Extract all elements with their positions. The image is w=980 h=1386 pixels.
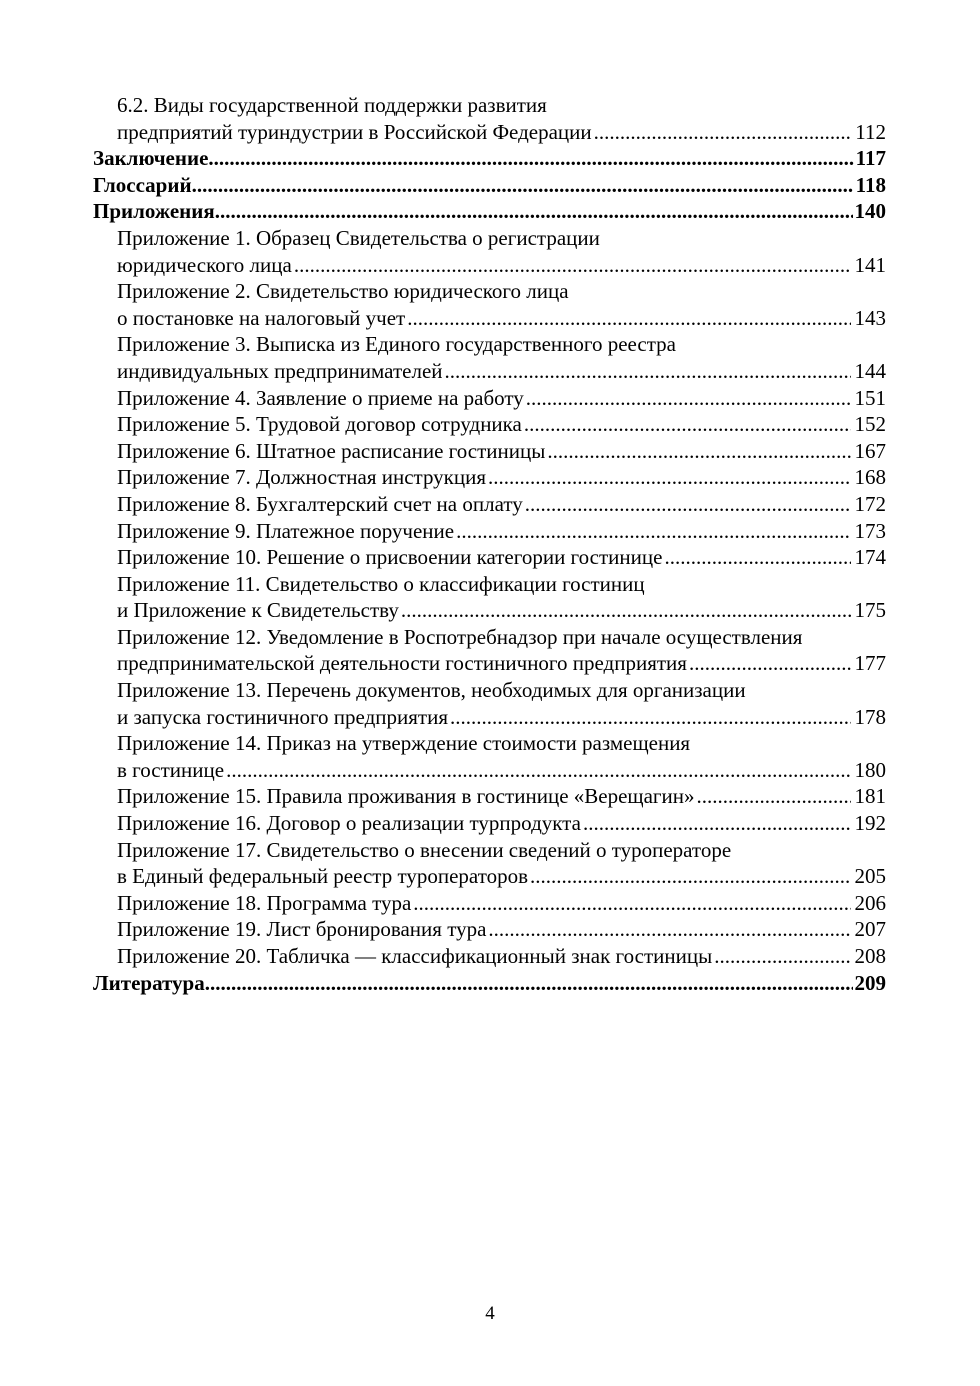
dot-leader <box>714 943 850 970</box>
toc-appendix-entry[interactable] <box>93 677 886 730</box>
toc-entry-title-line: в гостинице <box>117 757 225 782</box>
toc-entry-title-line: Приложение 8. Бухгалтерский счет на оплату <box>117 491 523 516</box>
toc-entry-leader-row <box>117 438 886 465</box>
toc-page-number: 205 <box>854 864 886 889</box>
toc-entry-title-line: в Единый федеральный реестр туроператоров <box>117 864 529 889</box>
dot-leader <box>525 491 851 518</box>
toc-entry-leader-row <box>117 518 886 545</box>
toc-entry-leader-row <box>117 544 886 571</box>
toc-page-number: 152 <box>854 412 886 437</box>
toc-page-number: 209 <box>854 970 886 995</box>
toc-entry-title-line: предпринимательской деятельности гостиничного предприятия <box>117 651 687 676</box>
dot-leader <box>407 305 850 332</box>
toc-entry-title-line: Приложение 2. Свидетельство юридического лица <box>117 279 569 304</box>
toc-entry-leader-row <box>117 411 886 438</box>
page-number: 4 <box>485 1303 495 1324</box>
toc-page-number: 206 <box>854 890 886 915</box>
toc-entry-title-line: о постановке на налоговый учет <box>117 305 406 330</box>
toc-entry-title-line: Приложение 1. Образец Свидетельства о регистрации <box>117 225 600 250</box>
dot-leader <box>445 358 851 385</box>
toc-page-number: 141 <box>854 252 886 277</box>
toc-appendix-entry[interactable] <box>93 810 886 837</box>
toc-entry-leader-row <box>93 145 886 172</box>
toc-section-entry[interactable] <box>93 172 886 199</box>
toc-appendix-entry[interactable] <box>93 278 886 331</box>
dot-leader <box>664 544 850 571</box>
dot-leader <box>488 916 850 943</box>
toc-appendix-entry[interactable] <box>93 916 886 943</box>
toc-page-number: 192 <box>854 811 886 836</box>
toc-appendix-entry[interactable] <box>93 411 886 438</box>
toc-entry-title-line: предприятий туриндустрии в Российской Федерации <box>117 119 592 144</box>
dot-leader <box>488 464 850 491</box>
toc-entry-leader-row <box>117 943 886 970</box>
toc-page-number: 207 <box>854 917 886 942</box>
toc-entry-leader-row <box>117 385 886 412</box>
toc-entry-title-line: и запуска гостиничного предприятия <box>117 704 448 729</box>
toc-appendix-entry[interactable] <box>93 518 886 545</box>
toc-appendix-entry[interactable] <box>93 464 886 491</box>
toc-entry-leader-row <box>117 305 886 332</box>
dot-leader <box>192 172 854 199</box>
toc-page-number: 181 <box>854 784 886 809</box>
toc-entry-leader-row <box>93 172 886 199</box>
toc-entry-title-line: и Приложение к Свидетельству <box>117 598 399 623</box>
toc-appendix-entry[interactable] <box>93 225 886 278</box>
table-of-contents <box>93 92 886 996</box>
toc-entry-leader-row <box>117 757 886 784</box>
toc-entry-leader-row <box>117 863 886 890</box>
toc-entry-title-line: Приложение 20. Табличка — классификационный знак гостиницы <box>117 944 713 968</box>
toc-page-number: 173 <box>854 518 886 543</box>
toc-entry-leader-row <box>117 464 886 491</box>
dot-leader <box>689 650 851 677</box>
toc-appendix-entry[interactable] <box>93 491 886 518</box>
toc-entry-title-line: Литература <box>93 970 205 995</box>
toc-entry-title-line: Приложение 18. Программа тура <box>117 890 412 915</box>
dot-leader <box>547 438 850 465</box>
toc-page-number: 140 <box>854 199 886 224</box>
toc-appendix-entry[interactable] <box>93 837 886 890</box>
toc-page-number: 143 <box>854 305 886 330</box>
dot-leader <box>401 597 851 624</box>
toc-page-number: 112 <box>855 119 886 144</box>
dot-leader <box>524 411 851 438</box>
toc-entry-title-line: Приложение 6. Штатное расписание гостиницы <box>117 438 546 463</box>
toc-page-number: 177 <box>854 651 886 676</box>
toc-entry-leader-row <box>117 597 886 624</box>
toc-entry-leader-row <box>117 890 886 917</box>
toc-entry-leader-row <box>117 650 886 677</box>
toc-page-number: 144 <box>854 358 886 383</box>
dot-leader <box>215 198 853 225</box>
toc-page-number: 172 <box>854 491 886 516</box>
toc-entry-title-line: Приложение 13. Перечень документов, необходимых для организации <box>117 678 746 703</box>
toc-entry-title-line: Приложение 12. Уведомление в Роспотребнадзор при начале осуществления <box>117 624 803 649</box>
toc-entry-leader-row <box>117 783 886 810</box>
toc-appendix-entry[interactable] <box>93 331 886 384</box>
toc-entry-leader-row <box>93 970 886 997</box>
toc-page-number: 168 <box>854 465 886 490</box>
dot-leader <box>208 145 853 172</box>
toc-entry-title-line: Заключение <box>93 146 209 171</box>
toc-entry-leader-row <box>117 916 886 943</box>
toc-entry-leader-row <box>93 198 886 225</box>
toc-appendix-entry[interactable] <box>93 571 886 624</box>
dot-leader <box>226 757 850 784</box>
toc-entry-leader-row <box>117 252 886 279</box>
toc-entry-leader-row <box>117 810 886 837</box>
toc-appendix-entry[interactable] <box>93 438 886 465</box>
toc-entry-title-line: Приложение 7. Должностная инструкция <box>117 465 487 490</box>
toc-entry-leader-row <box>117 358 886 385</box>
toc-section-entry[interactable] <box>93 198 886 225</box>
toc-section-entry[interactable] <box>93 145 886 172</box>
toc-page-number: 118 <box>855 172 886 197</box>
toc-entry-title-line: Приложения <box>93 199 215 224</box>
dot-leader <box>697 783 851 810</box>
toc-appendix-entry[interactable] <box>93 730 886 783</box>
toc-page-number: 117 <box>855 146 886 171</box>
toc-page-number: 174 <box>854 545 886 570</box>
dot-leader <box>594 119 852 146</box>
toc-entry-title-line: Приложение 16. Договор о реализации турпродукта <box>117 811 581 836</box>
toc-entry-title-line: Приложение 3. Выписка из Единого государственного реестра <box>117 332 676 357</box>
toc-appendix-entry[interactable] <box>93 624 886 677</box>
toc-page-number: 167 <box>854 438 886 463</box>
toc-entry-title-line: Глоссарий <box>93 172 192 197</box>
toc-appendix-entry[interactable] <box>93 544 886 571</box>
dot-leader <box>450 704 851 731</box>
toc-entry-title-line: индивидуальных предпринимателей <box>117 358 443 383</box>
toc-entry-leader-row <box>117 119 886 146</box>
toc-entry-title-line: Приложение 4. Заявление о приеме на работу <box>117 385 524 410</box>
toc-entry-title-line: Приложение 10. Решение о присвоении категории гостинице <box>117 545 663 570</box>
toc-entry-title-line: Приложение 11. Свидетельство о классификации гостиниц <box>117 571 645 596</box>
dot-leader <box>294 252 851 279</box>
toc-entry-title-line: юридического лица <box>117 252 292 277</box>
toc-page-number: 151 <box>854 385 886 410</box>
dot-leader <box>583 810 851 837</box>
dot-leader <box>530 863 850 890</box>
dot-leader <box>526 385 851 412</box>
toc-appendix-entry[interactable] <box>93 943 886 970</box>
toc-entry-leader-row <box>117 491 886 518</box>
toc-entry-title-line: Приложение 5. Трудовой договор сотрудника <box>117 412 522 437</box>
toc-page-number: 175 <box>854 598 886 623</box>
toc-entry-title-line: Приложение 14. Приказ на утверждение стоимости размещения <box>117 731 691 756</box>
toc-entry-title-line: 6.2. Виды государственной поддержки развития <box>117 93 547 117</box>
dot-leader <box>413 890 850 917</box>
toc-entry-title-line: Приложение 9. Платежное поручение <box>117 518 455 543</box>
toc-appendix-entry[interactable] <box>93 783 886 810</box>
toc-entry-leader-row <box>117 704 886 731</box>
toc-section-entry[interactable] <box>93 970 886 997</box>
toc-appendix-entry[interactable] <box>93 890 886 917</box>
dot-leader <box>205 970 853 997</box>
toc-page-number: 178 <box>854 704 886 729</box>
toc-entry-title-line: Приложение 15. Правила проживания в гостинице «Верещагин» <box>117 784 695 809</box>
toc-entry-title-line: Приложение 19. Лист бронирования тура <box>117 917 487 942</box>
toc-entry-title-line: Приложение 17. Свидетельство о внесении сведений о туроператоре <box>117 837 732 862</box>
toc-page-number: 180 <box>854 757 886 782</box>
toc-page-number: 208 <box>854 944 886 968</box>
dot-leader <box>456 518 850 545</box>
toc-appendix-entry[interactable] <box>93 92 886 145</box>
toc-appendix-entry[interactable] <box>93 385 886 412</box>
